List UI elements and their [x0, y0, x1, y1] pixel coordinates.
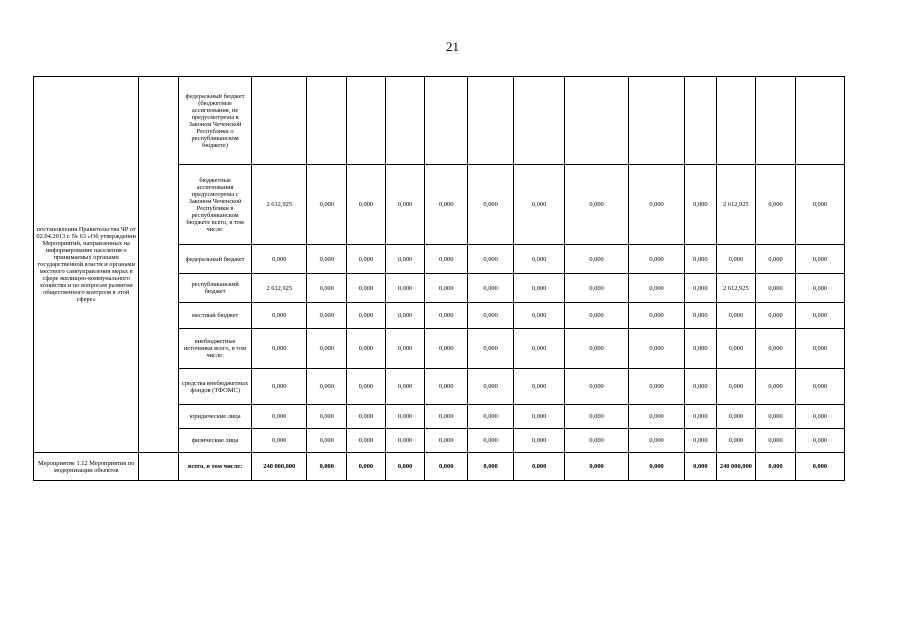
value-cell: 0,000 [565, 405, 629, 429]
value-cell: 0,000 [425, 274, 468, 303]
funding-source-cell: средства внебюджетных фондов (ТФОМС) [179, 369, 252, 405]
value-cell: 0,000 [795, 274, 844, 303]
page-number: 21 [446, 39, 459, 54]
funding-source-cell: федеральный бюджет [179, 245, 252, 274]
value-cell: 0,000 [756, 429, 796, 453]
value-cell: 0,000 [514, 453, 565, 481]
value-cell: 0,000 [347, 329, 386, 369]
funding-source-cell: республиканский бюджет [179, 274, 252, 303]
value-cell: 240 000,000 [252, 453, 307, 481]
value-cell: 0,000 [628, 245, 684, 274]
value-cell: 0,000 [307, 405, 347, 429]
value-cell: 0,000 [795, 369, 844, 405]
value-cell: 0,000 [685, 429, 716, 453]
value-cell: 0,000 [628, 303, 684, 329]
value-cell: 0,000 [307, 245, 347, 274]
activity-cell: постановления Правительства ЧР от 02.04.2013 г. № 63 «Об утверждении Мероприятий, направленных на информирование населения о принимаемых органами государственной власти и органами местного самоуправления мерах в сфере жилищно-коммунального хозяйства и по вопросам развития общественного контроля в этой сфере» [34, 77, 139, 453]
value-cell: 0,000 [685, 369, 716, 405]
value-cell: 0,000 [252, 303, 307, 329]
value-cell: 2 612,925 [716, 165, 756, 245]
value-cell: 0,000 [252, 405, 307, 429]
value-cell: 0,000 [347, 429, 386, 453]
value-cell: 0,000 [565, 245, 629, 274]
value-cell [347, 77, 386, 165]
value-cell: 0,000 [425, 303, 468, 329]
value-cell: 0,000 [716, 303, 756, 329]
value-cell: 0,000 [307, 274, 347, 303]
value-cell: 0,000 [468, 245, 514, 274]
value-cell: 0,000 [716, 369, 756, 405]
value-cell: 0,000 [347, 453, 386, 481]
value-cell: 0,000 [628, 165, 684, 245]
value-cell [756, 77, 796, 165]
value-cell: 0,000 [468, 303, 514, 329]
value-cell: 0,000 [425, 329, 468, 369]
value-cell: 0,000 [628, 369, 684, 405]
value-cell: 0,000 [716, 329, 756, 369]
value-cell: 0,000 [628, 329, 684, 369]
value-cell [628, 77, 684, 165]
value-cell: 0,000 [756, 453, 796, 481]
value-cell: 0,000 [685, 303, 716, 329]
value-cell: 0,000 [347, 245, 386, 274]
funding-source-cell: местный бюджет [179, 303, 252, 329]
value-cell: 0,000 [385, 165, 425, 245]
value-cell: 0,000 [385, 329, 425, 369]
value-cell: 0,000 [468, 429, 514, 453]
value-cell: 0,000 [565, 429, 629, 453]
value-cell: 0,000 [795, 405, 844, 429]
value-cell: 0,000 [425, 165, 468, 245]
value-cell: 0,000 [685, 165, 716, 245]
value-cell: 0,000 [385, 405, 425, 429]
value-cell: 0,000 [385, 369, 425, 405]
value-cell: 0,000 [347, 303, 386, 329]
value-cell: 0,000 [514, 274, 565, 303]
value-cell: 0,000 [628, 453, 684, 481]
value-cell: 0,000 [307, 453, 347, 481]
value-cell: 0,000 [385, 303, 425, 329]
value-cell: 0,000 [716, 429, 756, 453]
value-cell: 0,000 [756, 165, 796, 245]
value-cell: 2 612,925 [252, 165, 307, 245]
value-cell: 0,000 [347, 369, 386, 405]
value-cell [425, 77, 468, 165]
value-cell: 0,000 [685, 453, 716, 481]
value-cell: 0,000 [716, 245, 756, 274]
value-cell: 0,000 [514, 245, 565, 274]
value-cell: 0,000 [307, 165, 347, 245]
value-cell: 0,000 [756, 405, 796, 429]
value-cell: 0,000 [514, 369, 565, 405]
value-cell: 0,000 [347, 405, 386, 429]
value-cell: 0,000 [756, 274, 796, 303]
value-cell: 0,000 [685, 329, 716, 369]
value-cell: 2 612,925 [716, 274, 756, 303]
value-cell: 0,000 [628, 429, 684, 453]
value-cell [385, 77, 425, 165]
value-cell: 0,000 [468, 329, 514, 369]
value-cell [565, 77, 629, 165]
value-cell: 0,000 [385, 245, 425, 274]
value-cell: 0,000 [756, 303, 796, 329]
value-cell: 0,000 [628, 274, 684, 303]
value-cell: 0,000 [565, 274, 629, 303]
value-cell: 0,000 [347, 165, 386, 245]
funding-source-cell: юридические лица [179, 405, 252, 429]
value-cell: 0,000 [468, 165, 514, 245]
value-cell: 0,000 [628, 405, 684, 429]
value-cell: 0,000 [385, 429, 425, 453]
value-cell: 0,000 [756, 369, 796, 405]
value-cell: 0,000 [795, 453, 844, 481]
responsible-cell [139, 453, 179, 481]
value-cell: 0,000 [425, 245, 468, 274]
value-cell: 0,000 [468, 369, 514, 405]
value-cell: 0,000 [252, 369, 307, 405]
table-row [34, 77, 845, 165]
budget-table [33, 76, 845, 481]
value-cell: 240 000,000 [716, 453, 756, 481]
value-cell: 0,000 [252, 329, 307, 369]
funding-source-cell: федеральный бюджет (бюджетные ассигнования, не предусмотрены в Законом Чеченской Республики о республиканском бюджете) [179, 77, 252, 165]
funding-source-cell: внебюджетные источники всего, в том числе: [179, 329, 252, 369]
funding-source-cell: всего, в том числе: [179, 453, 252, 481]
value-cell [252, 77, 307, 165]
value-cell: 0,000 [425, 453, 468, 481]
value-cell: 2 612,925 [252, 274, 307, 303]
value-cell: 0,000 [565, 369, 629, 405]
value-cell: 0,000 [307, 329, 347, 369]
value-cell: 0,000 [307, 303, 347, 329]
table-row [34, 453, 845, 481]
value-cell: 0,000 [425, 369, 468, 405]
value-cell: 0,000 [252, 429, 307, 453]
value-cell: 0,000 [795, 329, 844, 369]
value-cell: 0,000 [425, 429, 468, 453]
value-cell [307, 77, 347, 165]
value-cell: 0,000 [347, 274, 386, 303]
value-cell [468, 77, 514, 165]
value-cell [716, 77, 756, 165]
funding-source-cell: физические лица [179, 429, 252, 453]
value-cell: 0,000 [565, 303, 629, 329]
value-cell: 0,000 [565, 329, 629, 369]
value-cell: 0,000 [756, 245, 796, 274]
value-cell: 0,000 [385, 453, 425, 481]
value-cell: 0,000 [514, 405, 565, 429]
value-cell: 0,000 [307, 429, 347, 453]
funding-source-cell: бюджетные ассигнования предусмотрены с Законом Чеченской Республики в республиканском бюджете всего, в том числе: [179, 165, 252, 245]
value-cell: 0,000 [385, 274, 425, 303]
value-cell: 0,000 [795, 245, 844, 274]
value-cell: 0,000 [756, 329, 796, 369]
value-cell [795, 77, 844, 165]
value-cell: 0,000 [685, 274, 716, 303]
value-cell: 0,000 [514, 165, 565, 245]
value-cell: 0,000 [685, 245, 716, 274]
value-cell: 0,000 [252, 245, 307, 274]
value-cell [685, 77, 716, 165]
value-cell: 0,000 [468, 453, 514, 481]
value-cell: 0,000 [795, 303, 844, 329]
value-cell: 0,000 [425, 405, 468, 429]
value-cell: 0,000 [514, 303, 565, 329]
value-cell: 0,000 [795, 429, 844, 453]
value-cell: 0,000 [514, 429, 565, 453]
value-cell: 0,000 [685, 405, 716, 429]
value-cell: 0,000 [565, 453, 629, 481]
value-cell: 0,000 [307, 369, 347, 405]
value-cell: 0,000 [716, 405, 756, 429]
value-cell: 0,000 [565, 165, 629, 245]
value-cell [514, 77, 565, 165]
value-cell: 0,000 [468, 274, 514, 303]
value-cell: 0,000 [795, 165, 844, 245]
value-cell: 0,000 [514, 329, 565, 369]
value-cell: 0,000 [468, 405, 514, 429]
responsible-cell [139, 77, 179, 453]
activity-cell: Мероприятие 1.12 Мероприятия по модернизации объектов [34, 453, 139, 481]
